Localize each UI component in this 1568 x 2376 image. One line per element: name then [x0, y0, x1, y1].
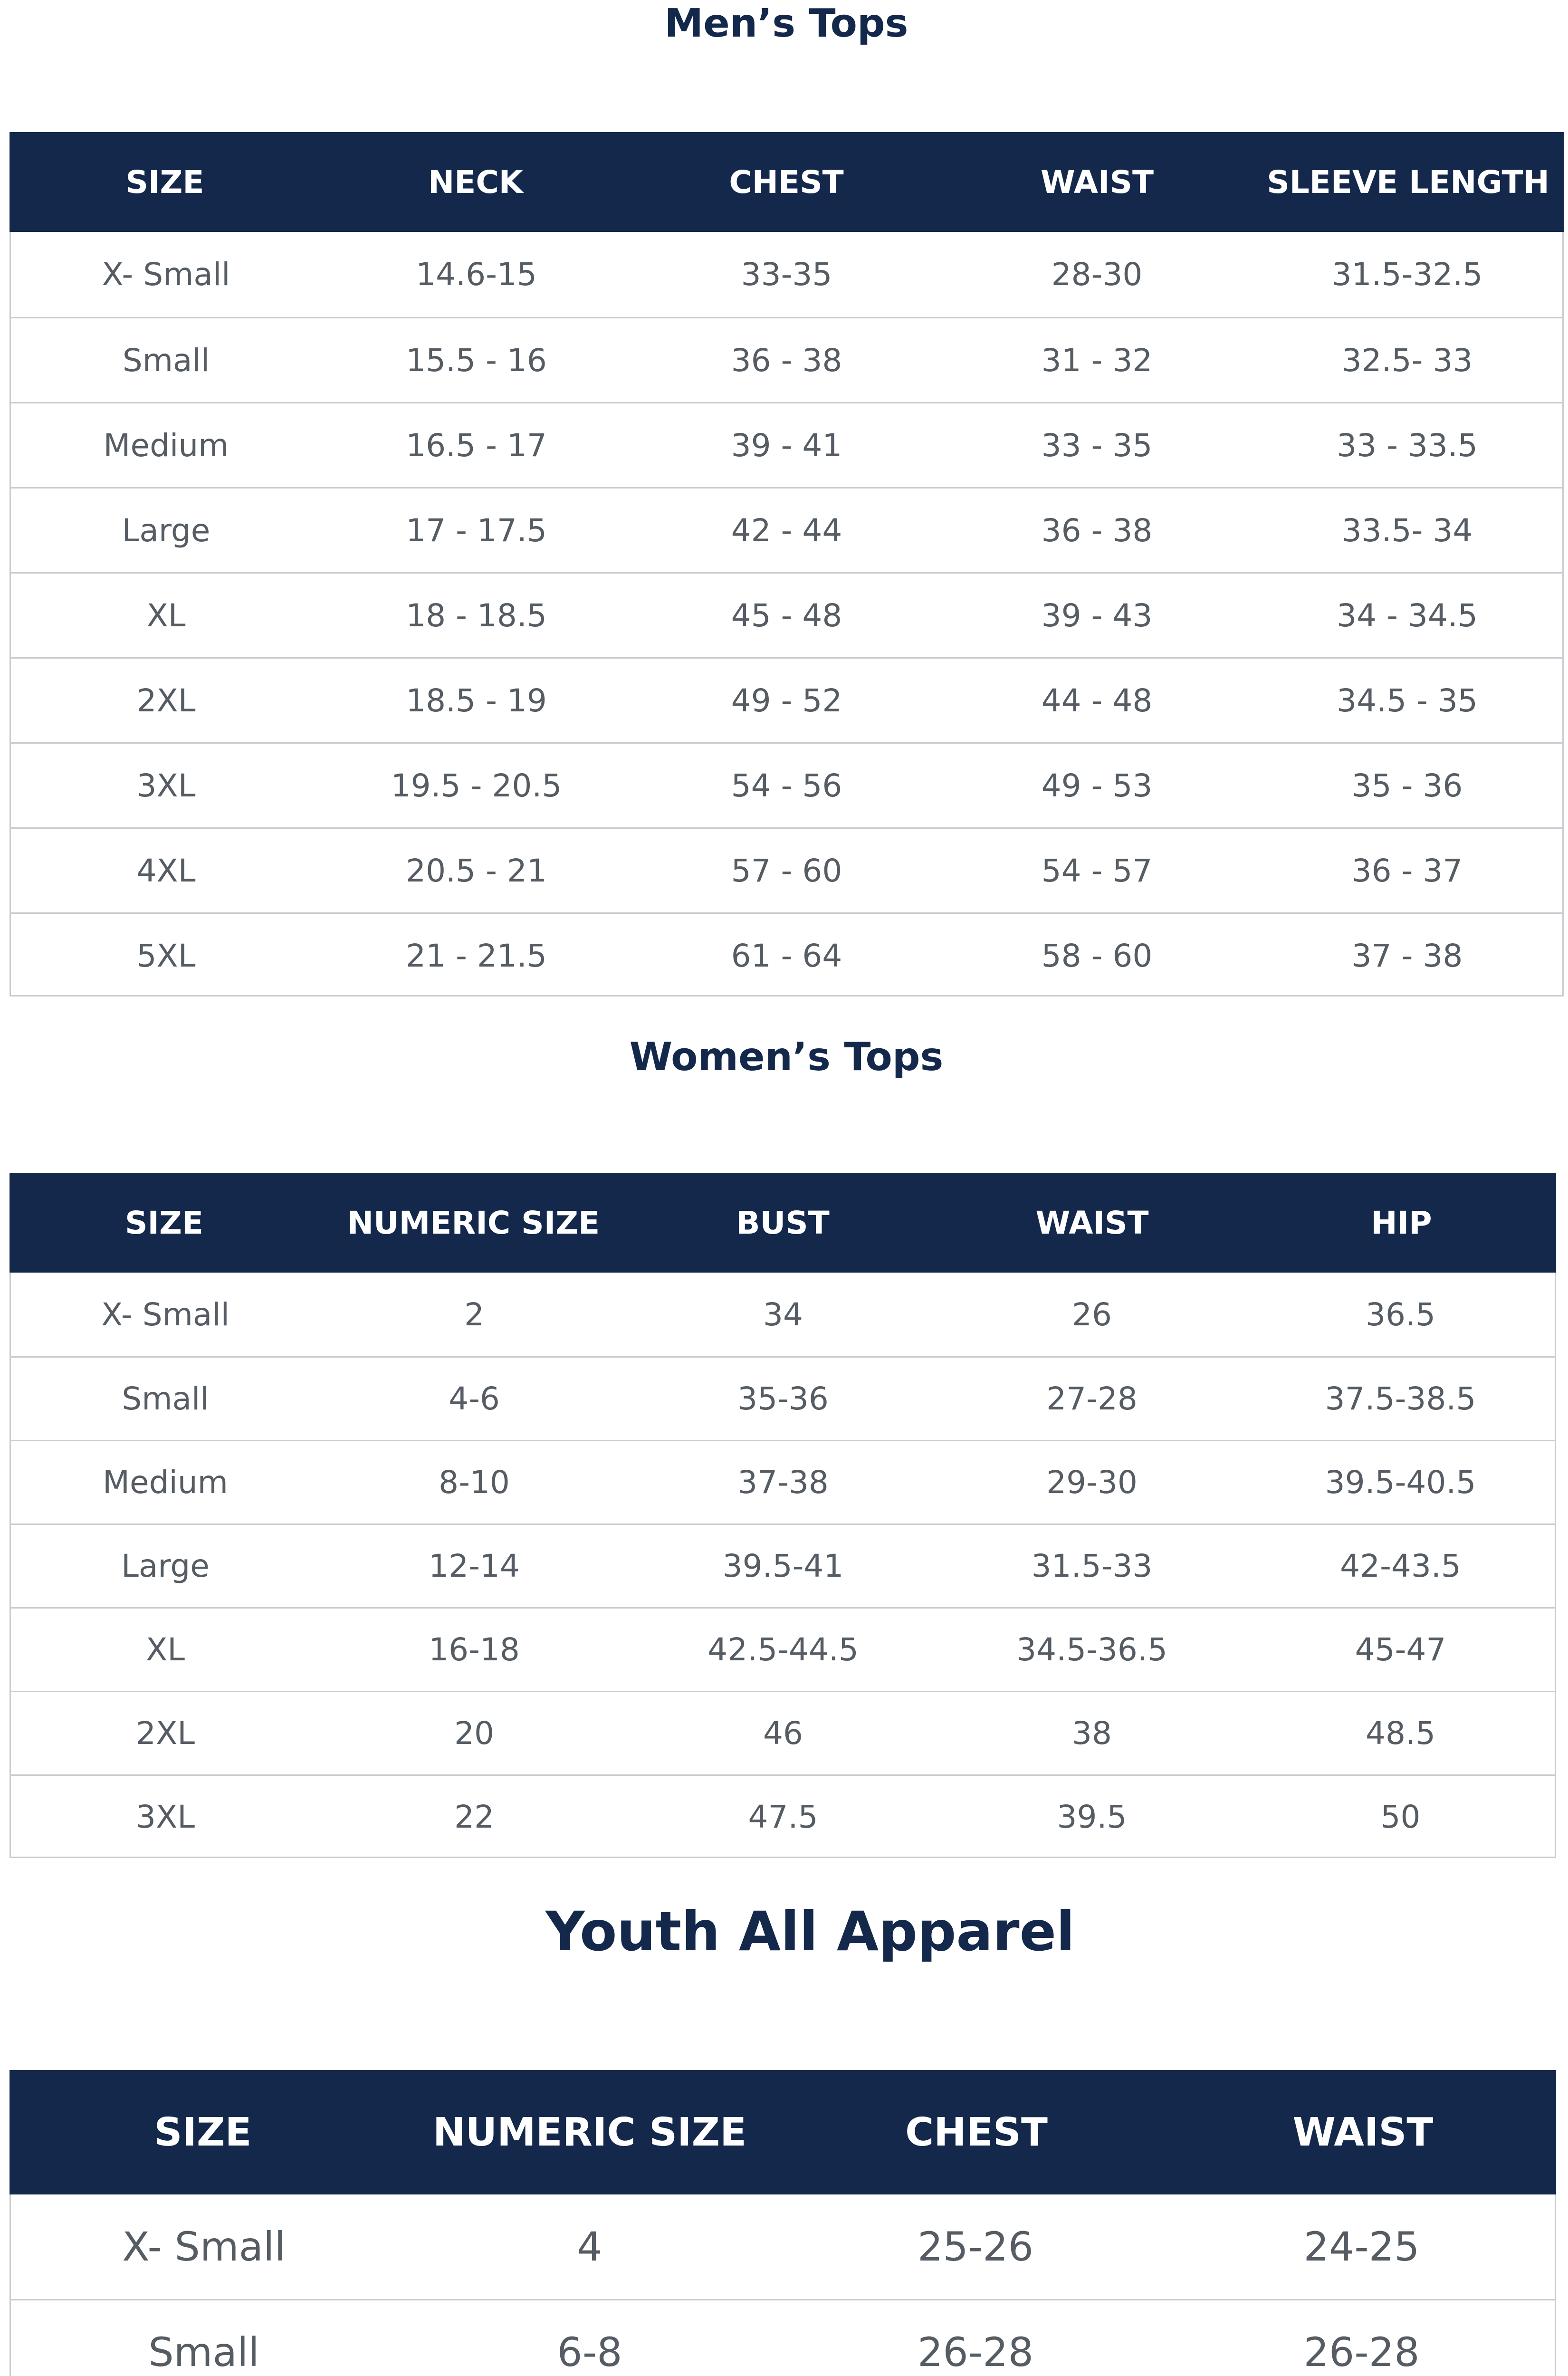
table-cell: 32.5- 33: [1341, 342, 1473, 379]
womens-header-numeric-size: NUMERIC SIZE: [347, 1204, 600, 1241]
womens-header-waist: WAIST: [1035, 1204, 1149, 1241]
table-cell: 57 - 60: [731, 852, 842, 889]
womens-tops-table: [10, 1173, 1556, 1858]
table-cell: 26: [1072, 1296, 1112, 1333]
table-cell: 39 - 43: [1041, 597, 1153, 634]
table-row: [11, 1273, 1555, 1356]
table-row: [11, 1523, 1555, 1607]
table-row: [11, 1774, 1555, 1858]
table-cell: Medium: [103, 427, 229, 464]
table-cell: 33.5- 34: [1341, 512, 1473, 549]
table-cell: 50: [1380, 1799, 1421, 1835]
table-cell: 46: [763, 1715, 803, 1752]
table-cell: 33 - 33.5: [1337, 427, 1478, 464]
table-cell: 21 - 21.5: [406, 937, 547, 974]
table-cell: 44 - 48: [1041, 682, 1153, 719]
table-cell: 54 - 57: [1041, 852, 1153, 889]
youth-header-row: [10, 2070, 1556, 2194]
table-cell: 38: [1072, 1715, 1112, 1752]
table-cell: 34.5 - 35: [1337, 682, 1478, 719]
table-cell: 36 - 38: [731, 342, 842, 379]
mens-tops-title: Men’s Tops: [664, 1, 908, 46]
table-cell: 33 - 35: [1041, 427, 1153, 464]
mens-header-row: [10, 132, 1564, 232]
table-cell: 16.5 - 17: [406, 427, 547, 464]
table-cell: 31 - 32: [1041, 342, 1153, 379]
table-row: [11, 317, 1562, 402]
table-cell: 20.5 - 21: [406, 852, 547, 889]
table-cell: 47.5: [748, 1799, 818, 1835]
table-cell: 17 - 17.5: [406, 512, 547, 549]
table-cell: 34.5-36.5: [1016, 1631, 1167, 1668]
mens-header-waist: WAIST: [1040, 163, 1154, 201]
table-cell: 19.5 - 20.5: [391, 767, 562, 804]
table-cell: Small: [122, 342, 210, 379]
table-row: [11, 572, 1562, 657]
mens-header-chest: CHEST: [729, 163, 844, 201]
table-cell: 28-30: [1051, 256, 1143, 293]
table-cell: 4: [577, 2223, 602, 2270]
table-cell: 22: [454, 1799, 494, 1835]
table-cell: 42-43.5: [1340, 1548, 1461, 1584]
womens-tops-title: Women’s Tops: [629, 1035, 944, 1080]
table-cell: 54 - 56: [731, 767, 842, 804]
womens-header-size: SIZE: [124, 1204, 204, 1241]
table-cell: 34: [763, 1296, 803, 1333]
table-cell: 27-28: [1046, 1380, 1138, 1417]
table-cell: Large: [122, 512, 210, 549]
table-cell: X- Small: [101, 1296, 230, 1333]
womens-header-hip: HIP: [1371, 1204, 1432, 1241]
table-row: [11, 1691, 1555, 1774]
table-cell: 58 - 60: [1041, 937, 1153, 974]
table-cell: 39.5-40.5: [1325, 1464, 1476, 1501]
table-cell: Medium: [103, 1464, 228, 1501]
table-cell: 33-35: [741, 256, 832, 293]
table-cell: 35-36: [737, 1380, 829, 1417]
table-cell: Small: [148, 2328, 259, 2376]
table-cell: Large: [121, 1548, 210, 1584]
table-cell: 2: [464, 1296, 484, 1333]
table-cell: 37.5-38.5: [1325, 1380, 1476, 1417]
table-cell: X- Small: [122, 2223, 286, 2270]
table-cell: 25-26: [917, 2223, 1034, 2270]
mens-header-neck: NECK: [428, 163, 523, 201]
table-cell: 18 - 18.5: [406, 597, 547, 634]
table-cell: 37-38: [737, 1464, 829, 1501]
table-cell: 39.5-41: [722, 1548, 844, 1584]
table-row: [11, 1607, 1555, 1691]
table-cell: 37 - 38: [1351, 937, 1463, 974]
table-cell: 14.6-15: [416, 256, 537, 293]
table-cell: 29-30: [1046, 1464, 1138, 1501]
youth-header-chest: CHEST: [905, 2109, 1048, 2155]
table-cell: 39 - 41: [731, 427, 842, 464]
table-row: [11, 912, 1562, 997]
table-cell: 39.5: [1057, 1799, 1127, 1835]
table-cell: 3XL: [136, 767, 196, 804]
table-cell: 8-10: [439, 1464, 510, 1501]
youth-header-numeric-size: NUMERIC SIZE: [432, 2109, 747, 2155]
table-row: [11, 1440, 1555, 1523]
table-cell: 61 - 64: [731, 937, 842, 974]
table-cell: 6-8: [557, 2328, 622, 2376]
table-row: [11, 2194, 1555, 2299]
table-cell: 45 - 48: [731, 597, 842, 634]
table-cell: 4XL: [136, 852, 196, 889]
table-cell: XL: [146, 1631, 185, 1668]
womens-header-row: [10, 1173, 1556, 1273]
table-row: [11, 1356, 1555, 1440]
table-cell: Small: [122, 1380, 209, 1417]
table-cell: 48.5: [1366, 1715, 1435, 1752]
table-row: [11, 827, 1562, 912]
youth-header-waist: WAIST: [1292, 2109, 1434, 2155]
table-cell: 31.5-32.5: [1331, 256, 1483, 293]
womens-header-bust: BUST: [736, 1204, 830, 1241]
table-cell: 26-28: [1303, 2328, 1420, 2376]
table-cell: XL: [146, 597, 186, 634]
table-cell: 36.5: [1366, 1296, 1435, 1333]
table-cell: 2XL: [136, 1715, 195, 1752]
table-cell: 16-18: [429, 1631, 520, 1668]
table-cell: 49 - 53: [1041, 767, 1153, 804]
youth-apparel-table: [10, 2070, 1556, 2376]
table-cell: 42.5-44.5: [708, 1631, 859, 1668]
table-row: [11, 487, 1562, 572]
table-cell: 18.5 - 19: [406, 682, 547, 719]
table-cell: 15.5 - 16: [406, 342, 547, 379]
table-cell: 36 - 37: [1351, 852, 1463, 889]
table-cell: 31.5-33: [1031, 1548, 1153, 1584]
table-cell: 4-6: [449, 1380, 500, 1417]
table-cell: 49 - 52: [731, 682, 842, 719]
table-row: [11, 657, 1562, 742]
table-cell: 12-14: [429, 1548, 520, 1584]
table-cell: 3XL: [136, 1799, 195, 1835]
mens-header-sleeve-length: SLEEVE LENGTH: [1267, 163, 1549, 201]
table-cell: 45-47: [1355, 1631, 1446, 1668]
table-cell: 24-25: [1303, 2223, 1420, 2270]
table-cell: 5XL: [136, 937, 196, 974]
table-cell: 2XL: [136, 682, 196, 719]
table-cell: 20: [454, 1715, 494, 1752]
table-cell: 26-28: [917, 2328, 1034, 2376]
table-cell: 35 - 36: [1351, 767, 1463, 804]
youth-header-size: SIZE: [154, 2109, 252, 2155]
table-cell: 34 - 34.5: [1337, 597, 1478, 634]
table-cell: 42 - 44: [731, 512, 842, 549]
table-row: [11, 742, 1562, 827]
table-cell: 36 - 38: [1041, 512, 1153, 549]
mens-header-size: SIZE: [125, 163, 204, 201]
youth-apparel-title: Youth All Apparel: [545, 1900, 1075, 1963]
table-row: [11, 232, 1562, 317]
table-row: [11, 2299, 1555, 2376]
table-row: [11, 402, 1562, 487]
table-cell: X- Small: [102, 256, 230, 293]
mens-tops-table: [10, 132, 1564, 996]
